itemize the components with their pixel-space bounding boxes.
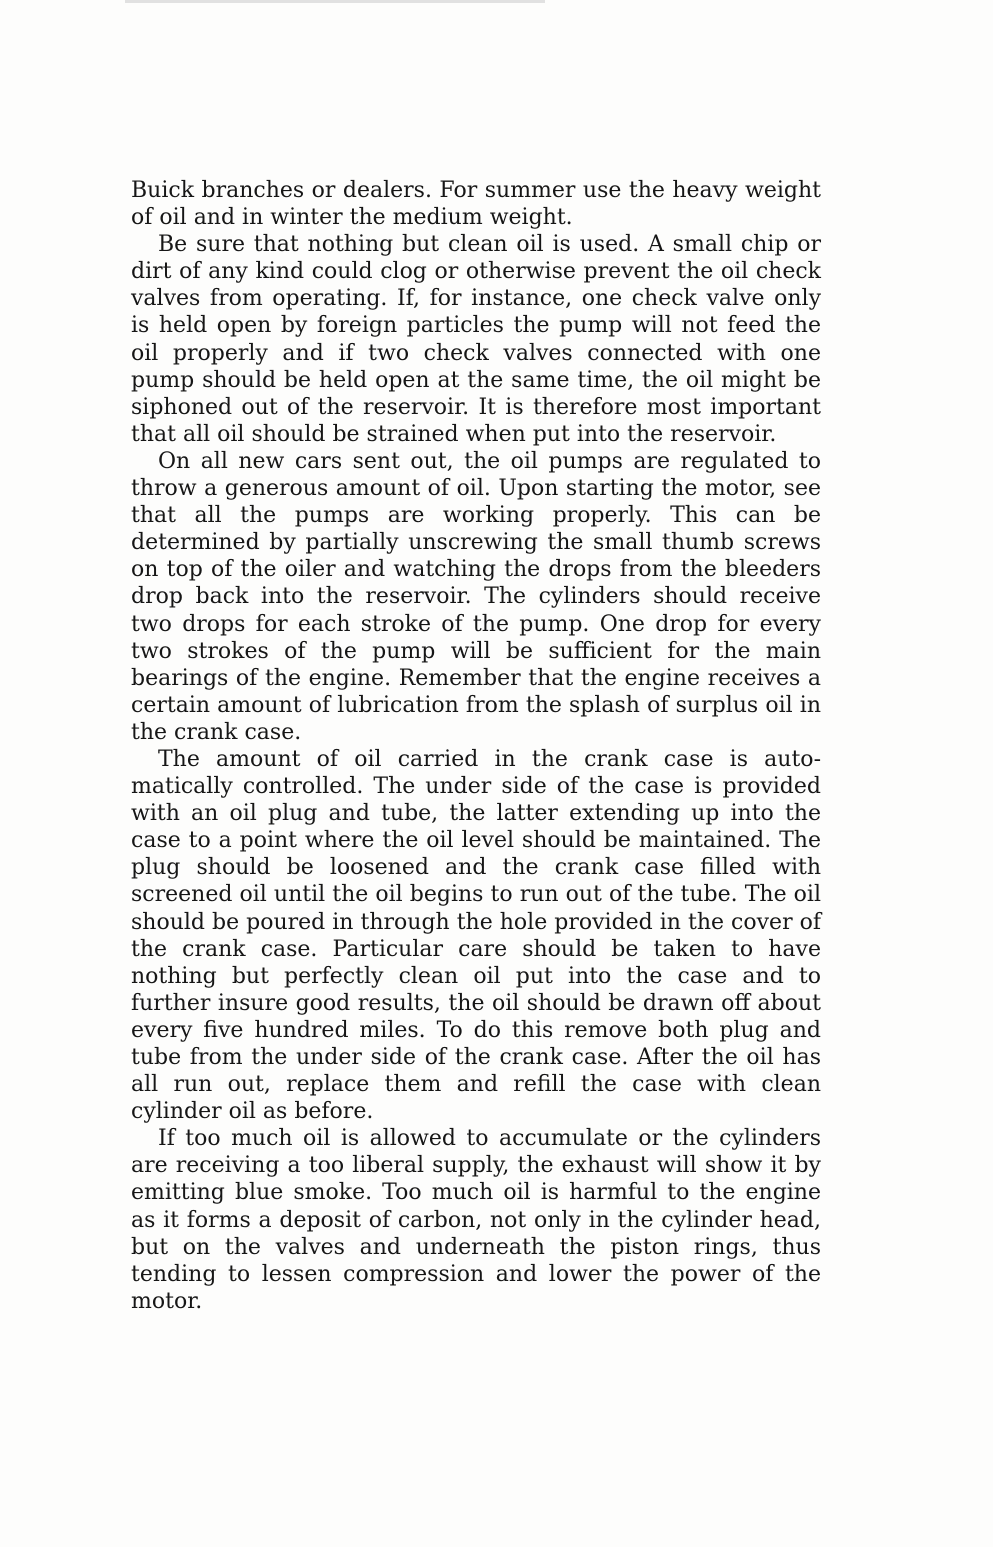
page-top-edge bbox=[125, 0, 545, 3]
paragraph-clean-oil: Be sure that nothing but clean oil is used. A small chip or dirt of any kind could clog or otherwise prevent the oil check valves from operating. If, for instance, one check valve only is held open by foreign particles the pump will not feed the oil properly and if two check valves connected with one pump should be held open at the same time, the oil might be siphoned out of the reservoir. It is therefore most important that all oil should be strained when put into the reservoir. bbox=[131, 232, 821, 447]
paragraph-oil-pumps: On all new cars sent out, the oil pumps are regulated to throw a generous amount of oil. Upon starting the motor, see that all the pumps are working properly. This can be determined by partially unscrewing the small thumb screws on top of the oiler and watching the drops from the bleeders drop back into the reservoir. The cylinders should receive two drops for each stroke of the pump. One drop for every two strokes of the pump will be sufficient for the main bearings of the engine. Remember that the engine receives a certain amount of lubrication from the splash of surplus oil in the crank case. bbox=[131, 448, 821, 745]
paragraph-crank-case: The amount of oil carried in the crank case is automatically controlled. The under side of the case is provided with an oil plug and tube, the latter extending up into the case to a point where the oil level should be maintained. The plug should be loosened and the crank case filled with screened oil until the oil begins to run out of the tube. The oil should be poured in through the hole provided in the cover of the crank case. Particular care should be taken to have nothing but perfectly clean oil put into the case and to further insure good results, the oil should be drawn off about every five hundred miles. To do this remove both plug and tube from the under side of the crank case. After the oil has all run out, replace them and refill the case with clean cylinder oil as before. bbox=[131, 746, 821, 1125]
body-text bbox=[131, 177, 821, 1315]
paragraph-too-much-oil: If too much oil is allowed to accumulate or the cylinders are receiving a too liberal supply, the exhaust will show it by emitting blue smoke. Too much oil is harmful to the engine as it forms a deposit of carbon, not only in the cylinder head, but on the valves and underneath the piston rings, thus tending to lessen compression and lower the power of the motor. bbox=[131, 1126, 821, 1314]
paragraph-continued: Buick branches or dealers. For summer use the heavy weight of oil and in winter the medium weight. bbox=[131, 178, 821, 231]
